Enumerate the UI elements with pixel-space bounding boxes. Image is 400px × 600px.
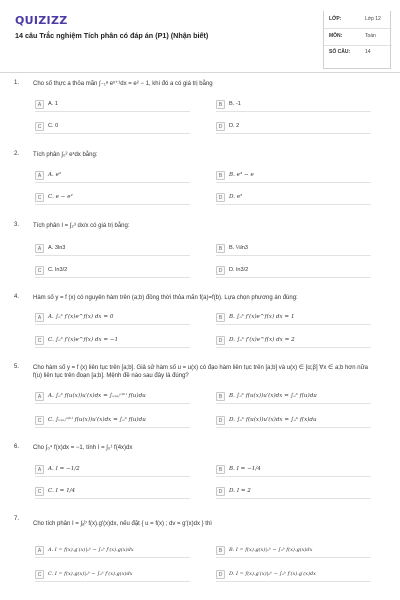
option-letter: A bbox=[35, 171, 44, 180]
option-text: A. I = f(x).g′(x)|ₐᵇ − ∫ₐᵇ f′(x).g(x)dx bbox=[48, 547, 134, 553]
option-text: C. I = 1/4 bbox=[48, 488, 76, 494]
option-text: D. I = 2 bbox=[229, 488, 251, 494]
option-d[interactable] bbox=[216, 416, 371, 428]
class-value: Lớp 12 bbox=[365, 16, 381, 22]
option-letter: C bbox=[35, 336, 44, 345]
option-c[interactable] bbox=[35, 336, 190, 348]
option-a[interactable] bbox=[35, 100, 190, 112]
option-letter: B bbox=[216, 171, 225, 180]
question-text: Cho ∫₀⁴ f(x)dx = −1, tính I = ∫₀¹ f(4x)dx bbox=[33, 445, 133, 451]
option-text: C. ∫ₐᵇ f′(x)e^f(x) dx = −1 bbox=[48, 337, 119, 343]
option-c[interactable] bbox=[35, 266, 190, 278]
info-row-class bbox=[329, 16, 391, 28]
option-text: D. e² bbox=[229, 194, 243, 200]
option-letter: D bbox=[216, 416, 225, 425]
option-text: C. ln3/2 bbox=[48, 267, 68, 273]
option-a[interactable] bbox=[35, 244, 190, 256]
question-text: Tích phân ∫₀² eˣdx bằng: bbox=[33, 152, 98, 158]
question-text: Hàm số y = f (x) có nguyên hàm trên (a;b) đồng thời thỏa mãn f(a)=f(b). Lựa chọn phương án đúng: bbox=[33, 295, 298, 301]
option-b[interactable] bbox=[216, 465, 371, 477]
option-letter: B bbox=[216, 392, 225, 401]
option-text: B. ∫ₐᵇ f′(x)e^f(x) dx = 1 bbox=[229, 314, 295, 320]
option-text: B. I = −1/4 bbox=[229, 466, 261, 472]
option-text: D. I = f(x).g′(x)|ₐᵇ − ∫ₐᵇ f′(x).g′(x)dx bbox=[229, 571, 316, 577]
option-text: B. I = f(x).g(x)|ₐᵇ − ∫ₐᵇ f(x).g(x)dx bbox=[229, 547, 313, 553]
option-text: D. ∫ₐᵇ f′(x)e^f(x) dx = 2 bbox=[229, 337, 295, 343]
option-letter: B bbox=[216, 100, 225, 109]
option-letter: A bbox=[35, 100, 44, 109]
option-text: A. I = −1/2 bbox=[48, 466, 80, 472]
question-number: 3. bbox=[14, 222, 20, 228]
option-b[interactable] bbox=[216, 244, 371, 256]
question-text: Cho số thực a thỏa mãn ∫₋₁ᵃ eˣ⁺¹dx = e² − 1, khi đó a có giá trị bằng bbox=[33, 81, 213, 87]
option-a[interactable] bbox=[35, 392, 190, 404]
header bbox=[0, 0, 400, 73]
option-b[interactable] bbox=[216, 100, 371, 112]
option-d[interactable] bbox=[216, 266, 371, 278]
option-letter: A bbox=[35, 313, 44, 322]
option-text: B. e³ − e bbox=[229, 172, 254, 178]
option-c[interactable] bbox=[35, 193, 190, 205]
option-letter: B bbox=[216, 244, 225, 253]
option-text: C. 0 bbox=[48, 123, 59, 129]
option-letter: C bbox=[35, 266, 44, 275]
question-number: 4. bbox=[14, 294, 20, 300]
option-letter: D bbox=[216, 570, 225, 579]
quizizz-logo: QUIZIZZ bbox=[15, 14, 68, 27]
question-number: 6. bbox=[14, 444, 20, 450]
option-d[interactable] bbox=[216, 570, 371, 582]
option-a[interactable] bbox=[35, 465, 190, 477]
option-letter: C bbox=[35, 416, 44, 425]
option-text: B. -1 bbox=[229, 101, 241, 107]
option-a[interactable] bbox=[35, 171, 190, 183]
question-number: 1. bbox=[14, 80, 20, 86]
option-text: A. 3ln3 bbox=[48, 245, 66, 251]
option-letter: D bbox=[216, 336, 225, 345]
subject-label: MÔN: bbox=[329, 33, 343, 39]
subject-value: Toán bbox=[365, 33, 376, 39]
info-divider bbox=[324, 45, 392, 46]
option-text: D. 2 bbox=[229, 123, 240, 129]
option-b[interactable] bbox=[216, 313, 371, 325]
option-letter: B bbox=[216, 546, 225, 555]
option-b[interactable] bbox=[216, 392, 371, 404]
info-row-subject bbox=[329, 33, 391, 45]
option-letter: D bbox=[216, 266, 225, 275]
question-text: Tích phân I = ∫₂³ dx/x có giá trị bằng: bbox=[33, 223, 130, 229]
option-text: B. ⅓ln3 bbox=[229, 245, 248, 251]
option-letter: C bbox=[35, 487, 44, 496]
option-d[interactable] bbox=[216, 193, 371, 205]
option-letter: A bbox=[35, 465, 44, 474]
option-letter: B bbox=[216, 465, 225, 474]
option-text: C. e − e² bbox=[48, 194, 73, 200]
option-letter: D bbox=[216, 487, 225, 496]
option-letter: A bbox=[35, 546, 44, 555]
question-number: 7. bbox=[14, 516, 20, 522]
option-c[interactable] bbox=[35, 416, 190, 428]
option-letter: D bbox=[216, 193, 225, 202]
option-text: B. ∫ₐᵇ f(u(x))u′(x)dx = ∫ₐᵇ f(u)du bbox=[229, 393, 317, 399]
page-title: 14 câu Trắc nghiệm Tích phân có đáp án (P1) (Nhận biết) bbox=[15, 31, 209, 40]
option-letter: A bbox=[35, 244, 44, 253]
option-text: A. ∫ₐᵇ f′(x)e^f(x) dx = 0 bbox=[48, 314, 114, 320]
info-row-count bbox=[329, 49, 391, 61]
question-number: 2. bbox=[14, 151, 20, 157]
option-letter: B bbox=[216, 313, 225, 322]
option-letter: D bbox=[216, 122, 225, 131]
option-letter: A bbox=[35, 392, 44, 401]
header-divider bbox=[0, 72, 400, 73]
option-b[interactable] bbox=[216, 171, 371, 183]
count-value: 14 bbox=[365, 49, 371, 55]
info-divider bbox=[324, 28, 392, 29]
option-text: D. ln3/2 bbox=[229, 267, 249, 273]
option-text: C. I = f(x).g(x)|ₐᵇ − ∫ₐᵇ f′(x).g(x)dx bbox=[48, 571, 133, 577]
option-b[interactable] bbox=[216, 546, 371, 558]
option-text: C. ∫ᵤ₍ₐ₎ᵘ⁽ᵇ⁾ f(u(x))u′(x)dx = ∫ₐᵇ f(u)du bbox=[48, 417, 146, 423]
option-letter: C bbox=[35, 193, 44, 202]
option-letter: C bbox=[35, 122, 44, 131]
option-c[interactable] bbox=[35, 487, 190, 499]
option-letter: C bbox=[35, 570, 44, 579]
option-d[interactable] bbox=[216, 122, 371, 134]
option-a[interactable] bbox=[35, 546, 190, 558]
question-number: 5. bbox=[14, 364, 20, 370]
question-text: Cho tích phân I = ∫ₐᵇ f(x).g′(x)dx, nếu đặt { u = f(x) ; dv = g′(x)dx } thì bbox=[33, 521, 212, 527]
option-d[interactable] bbox=[216, 336, 371, 348]
question-text: Cho hàm số y = f (x) liên tục trên [a;b]. Giả sử hàm số u = u(x) có đạo hàm liên tục trên [a;b] và u(x) ∈ [α;β] ∀x ∈ a;b hơn nữa f(u) liên tục trên đoạn [a;b]. Mệnh đề nào sau đây là đúng? bbox=[33, 365, 368, 379]
info-box bbox=[323, 11, 391, 69]
option-c[interactable] bbox=[35, 122, 190, 134]
class-label: LỚP: bbox=[329, 16, 342, 22]
option-text: A. e² bbox=[48, 172, 62, 178]
option-a[interactable] bbox=[35, 313, 190, 325]
option-text: A. ∫ₐᵇ f(u(x))u′(x)dx = ∫ᵤ₍ₐ₎ᵘ⁽ᵇ⁾ f(u)du bbox=[48, 393, 146, 399]
option-c[interactable] bbox=[35, 570, 190, 582]
option-text: A. 1 bbox=[48, 101, 58, 107]
count-label: SỐ CÂU: bbox=[329, 49, 351, 55]
option-d[interactable] bbox=[216, 487, 371, 499]
option-text: D. ∫ₐᵇ f(u(x))u′(x)dx = ∫ₐᵇ f(x)du bbox=[229, 417, 317, 423]
